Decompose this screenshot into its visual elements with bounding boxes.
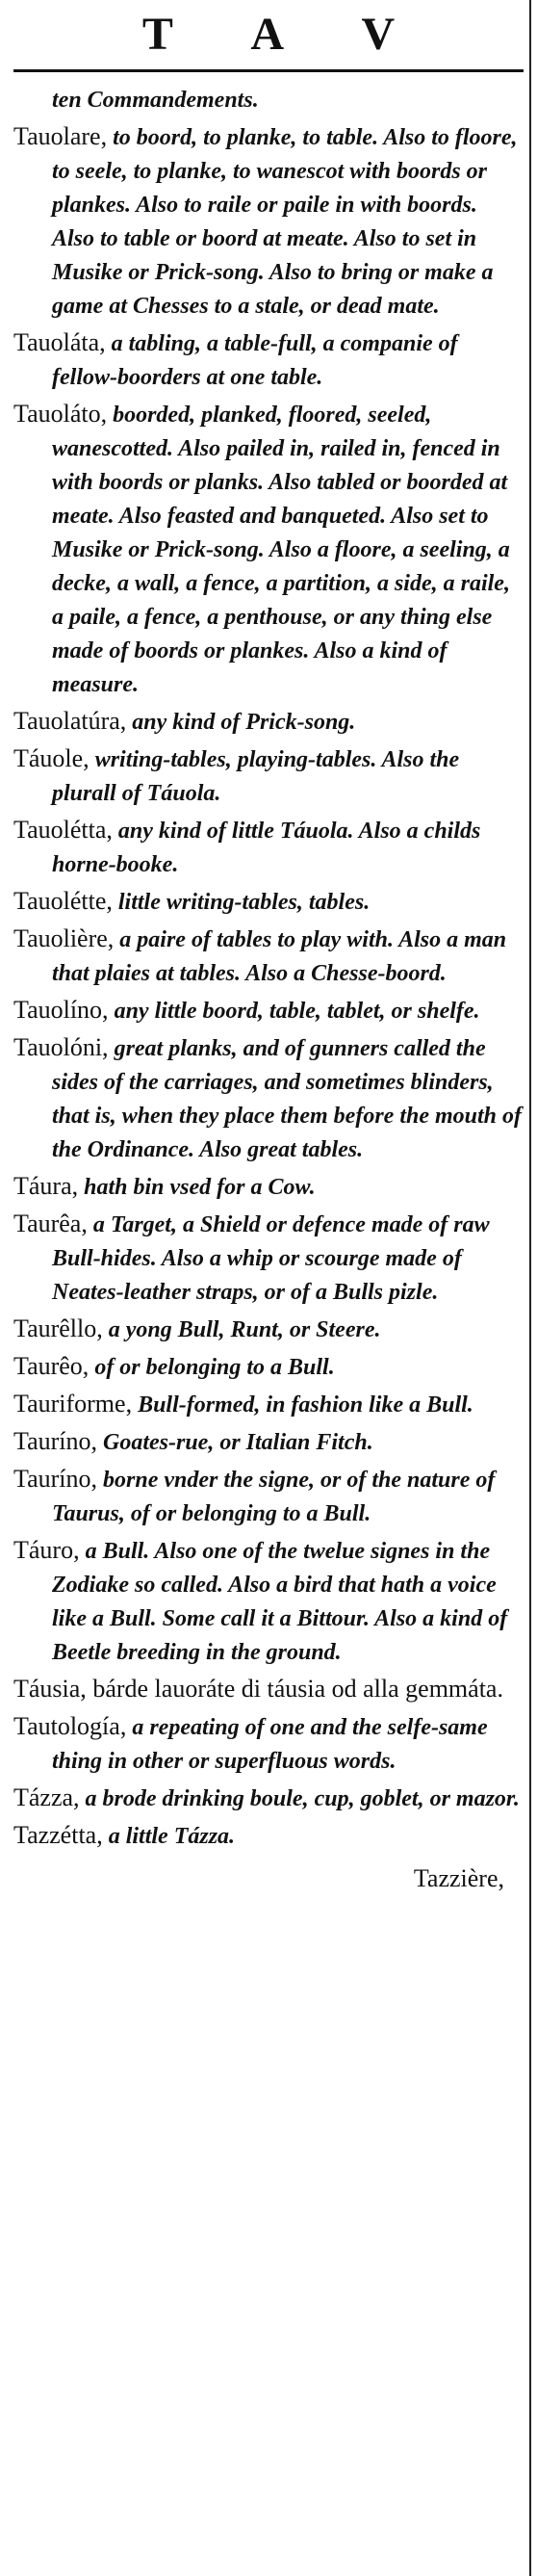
headword: Taurêllo, — [13, 1314, 103, 1342]
headword: Tauolétte, — [13, 887, 113, 915]
headword: Táusia, — [13, 1675, 87, 1703]
headword: Taurêa, — [13, 1210, 88, 1237]
headword: Tauolétta, — [13, 816, 113, 844]
definition: any kind of Prick-song. — [126, 710, 356, 735]
definition: a yong Bull, Runt, or Steere. — [102, 1317, 381, 1342]
definition: little writing-tables, tables. — [112, 890, 371, 915]
dictionary-entry — [13, 397, 524, 702]
headword: Tauríno, — [13, 1465, 97, 1493]
headword: Táuro, — [13, 1536, 80, 1564]
definition: a repeating of one and the selfe-same thing in other or superfluous words. — [52, 1715, 488, 1774]
headword: Tázza, — [13, 1783, 80, 1811]
definition: any little boord, table, tablet, or shelfe. — [108, 999, 480, 1024]
definition: a Target, a Shield or defence made of raw Bull-hides. Also a whip or scourge made of Neates-leather straps, or of a Bulls pizle. — [52, 1212, 490, 1305]
headword: Tauoláta, — [13, 328, 106, 356]
headword: Tazzétta, — [13, 1821, 103, 1849]
page-header: T A V — [141, 9, 430, 60]
dictionary-entry — [13, 82, 524, 117]
dictionary-entry — [13, 1207, 524, 1310]
dictionary-entry — [13, 704, 524, 740]
dictionary-entry — [13, 325, 524, 395]
headword: Tauríno, — [13, 1427, 97, 1455]
headword: Táuole, — [13, 744, 90, 772]
dictionary-entry — [13, 1169, 524, 1205]
headword: Tauolatúra, — [13, 707, 127, 735]
headword: Tauolare, — [13, 122, 108, 150]
definition: hath bin vsed for a Cow. — [78, 1175, 316, 1200]
headword: Tauolóni, — [13, 1033, 109, 1061]
definition: boorded, planked, floored, seeled, wanescotted. Also pailed in, railed in, fenced in with boords or planks. Also tabled or boorded at meate. Also feasted and banqueted. Also set to Musike or Prick-song. Also a floore, a seeling, a decke, a wall, a fence, a partition, a side, a raile, a paile, a fence, a penthouse, or any thing else made of boords or plankes. Also a kind of measure. — [52, 403, 510, 697]
definition: borne vnder the signe, or of the nature of Taurus, of or belonging to a Bull. — [52, 1468, 496, 1526]
definition-roman: bárde lauoráte di táusia od alla gemmáta. — [86, 1675, 503, 1703]
headword: Taurêo, — [13, 1352, 90, 1380]
dictionary-entry — [13, 119, 524, 324]
dictionary-entry — [13, 1533, 524, 1670]
definition: a tabling, a table-full, a companie of fellow-boorders at one table. — [52, 331, 458, 390]
catchword: Tazzière, — [413, 1864, 504, 1892]
dictionary-entry — [13, 1781, 524, 1816]
dictionary-entry — [13, 1672, 524, 1707]
definition: Bull-formed, in fashion like a Bull. — [132, 1392, 473, 1418]
dictionary-entry — [13, 1818, 524, 1854]
headword: Tauoláto, — [13, 400, 108, 428]
headword: Tautología, — [13, 1712, 127, 1740]
definition: a paire of tables to play with. Also a man that plaies at tables. Also a Chesse-boord. — [52, 927, 507, 986]
dictionary-entry — [13, 1387, 524, 1422]
dictionary-entry — [13, 742, 524, 811]
definition: a Bull. Also one of the twelue signes in the Zodiake so called. Also a bird that hath a voice like a Bull. Some call it a Bittour. Also a kind of Beetle breeding in the ground. — [52, 1539, 508, 1665]
definition: great planks, and of gunners called the sides of the carriages, and sometimes blinders, that is, when they place them before the mouth of the Ordinance. Also great tables. — [52, 1036, 523, 1162]
headword: Tauolíno, — [13, 996, 109, 1024]
headword: Tauriforme, — [13, 1390, 133, 1418]
headword: Táura, — [13, 1172, 79, 1200]
definition: a brode drinking boule, cup, goblet, or mazor. — [79, 1786, 520, 1811]
dictionary-entry — [13, 884, 524, 920]
dictionary-entry — [13, 1312, 524, 1347]
definition: any kind of little Táuola. Also a childs horne-booke. — [52, 819, 481, 877]
dictionary-entry — [13, 1462, 524, 1531]
definition: a little Tázza. — [102, 1824, 236, 1849]
header-rule — [13, 69, 524, 72]
dictionary-entry — [13, 1424, 524, 1460]
definition: to boord, to planke, to table. Also to floore, to seele, to planke, to wanescot with boords or plankes. Also to raile or paile in with boords. Also to table or boord at meate. Also to set in Musike or Prick-song. Also to bring or make a game at Chesses to a stale, or dead mate. — [52, 125, 518, 319]
dictionary-entry — [13, 1349, 524, 1385]
definition: Goates-rue, or Italian Fitch. — [97, 1430, 373, 1455]
definition: writing-tables, playing-tables. Also the plurall of Táuola. — [52, 747, 460, 806]
dictionary-entry — [13, 1030, 524, 1167]
dictionary-entry — [13, 922, 524, 991]
dictionary-entry — [13, 993, 524, 1028]
column-rule — [529, 0, 531, 2576]
headword: Tauolière, — [13, 924, 115, 952]
dictionary-entry — [13, 813, 524, 882]
definition: of or belonging to a Bull. — [89, 1355, 335, 1380]
dictionary-entry — [13, 1709, 524, 1779]
definition: ten Commandements. — [52, 88, 259, 113]
entry-list — [13, 82, 524, 1854]
